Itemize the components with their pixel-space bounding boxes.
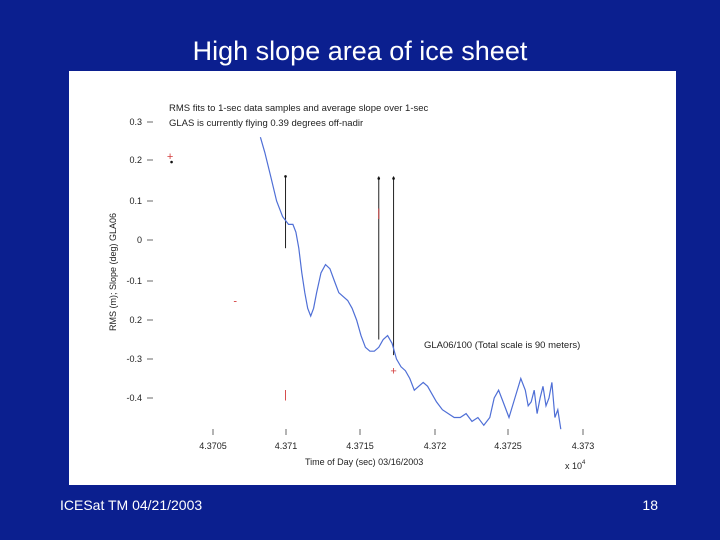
x-tick-label: 4.3725 <box>494 441 522 451</box>
slide-title: High slope area of ice sheet <box>192 36 528 66</box>
y-tick-label: -0.4 <box>126 393 142 403</box>
y-tick-label: -0.1 <box>126 276 142 286</box>
y-tick-label: 0.3 <box>129 117 142 127</box>
x-axis-multiplier-exp: 4 <box>582 460 586 466</box>
black-dot-marker <box>392 177 395 180</box>
y-tick-label: -0.3 <box>126 354 142 364</box>
x-tick-label: 4.373 <box>571 441 595 451</box>
chart-svg <box>69 71 676 485</box>
series-line-gla06 <box>260 137 560 429</box>
y-tick-label: 0.2 <box>129 155 142 165</box>
annotation-rms: RMS fits to 1-sec data samples and average slope over 1-sec <box>169 103 429 114</box>
chart-figure <box>69 71 676 485</box>
y-tick-label: 0.2 <box>129 315 142 325</box>
black-dot-marker <box>284 175 287 178</box>
y-axis-label: RMS (m); Slope (deg) GLA06 <box>108 212 118 331</box>
slide-number: 18 <box>642 497 658 513</box>
red-marker: + <box>390 365 397 378</box>
red-marker: | <box>377 207 381 220</box>
red-marker: + <box>166 151 174 164</box>
red-marker: | <box>284 389 287 402</box>
black-dot-marker <box>377 177 380 180</box>
footer-left: ICESat TM 04/21/2003 <box>60 497 203 513</box>
x-axis-label: Time of Day (sec) 03/16/2003 <box>305 457 424 467</box>
x-tick-label: 4.3715 <box>346 441 374 451</box>
x-axis-multiplier-base: x 10 <box>565 461 583 471</box>
red-marker: - <box>233 295 238 308</box>
y-tick-label: 0 <box>136 235 142 245</box>
annotation-off-nadir: GLAS is currently flying 0.39 degrees off-nadir <box>169 118 364 129</box>
x-tick-label: 4.371 <box>274 441 298 451</box>
annotation-gla06: GLA06/100 (Total scale is 90 meters) <box>424 340 581 351</box>
y-tick-label: 0.1 <box>129 196 142 206</box>
x-axis-multiplier <box>565 460 586 471</box>
x-tick-label: 4.372 <box>423 441 447 451</box>
x-tick-label: 4.3705 <box>199 441 227 451</box>
